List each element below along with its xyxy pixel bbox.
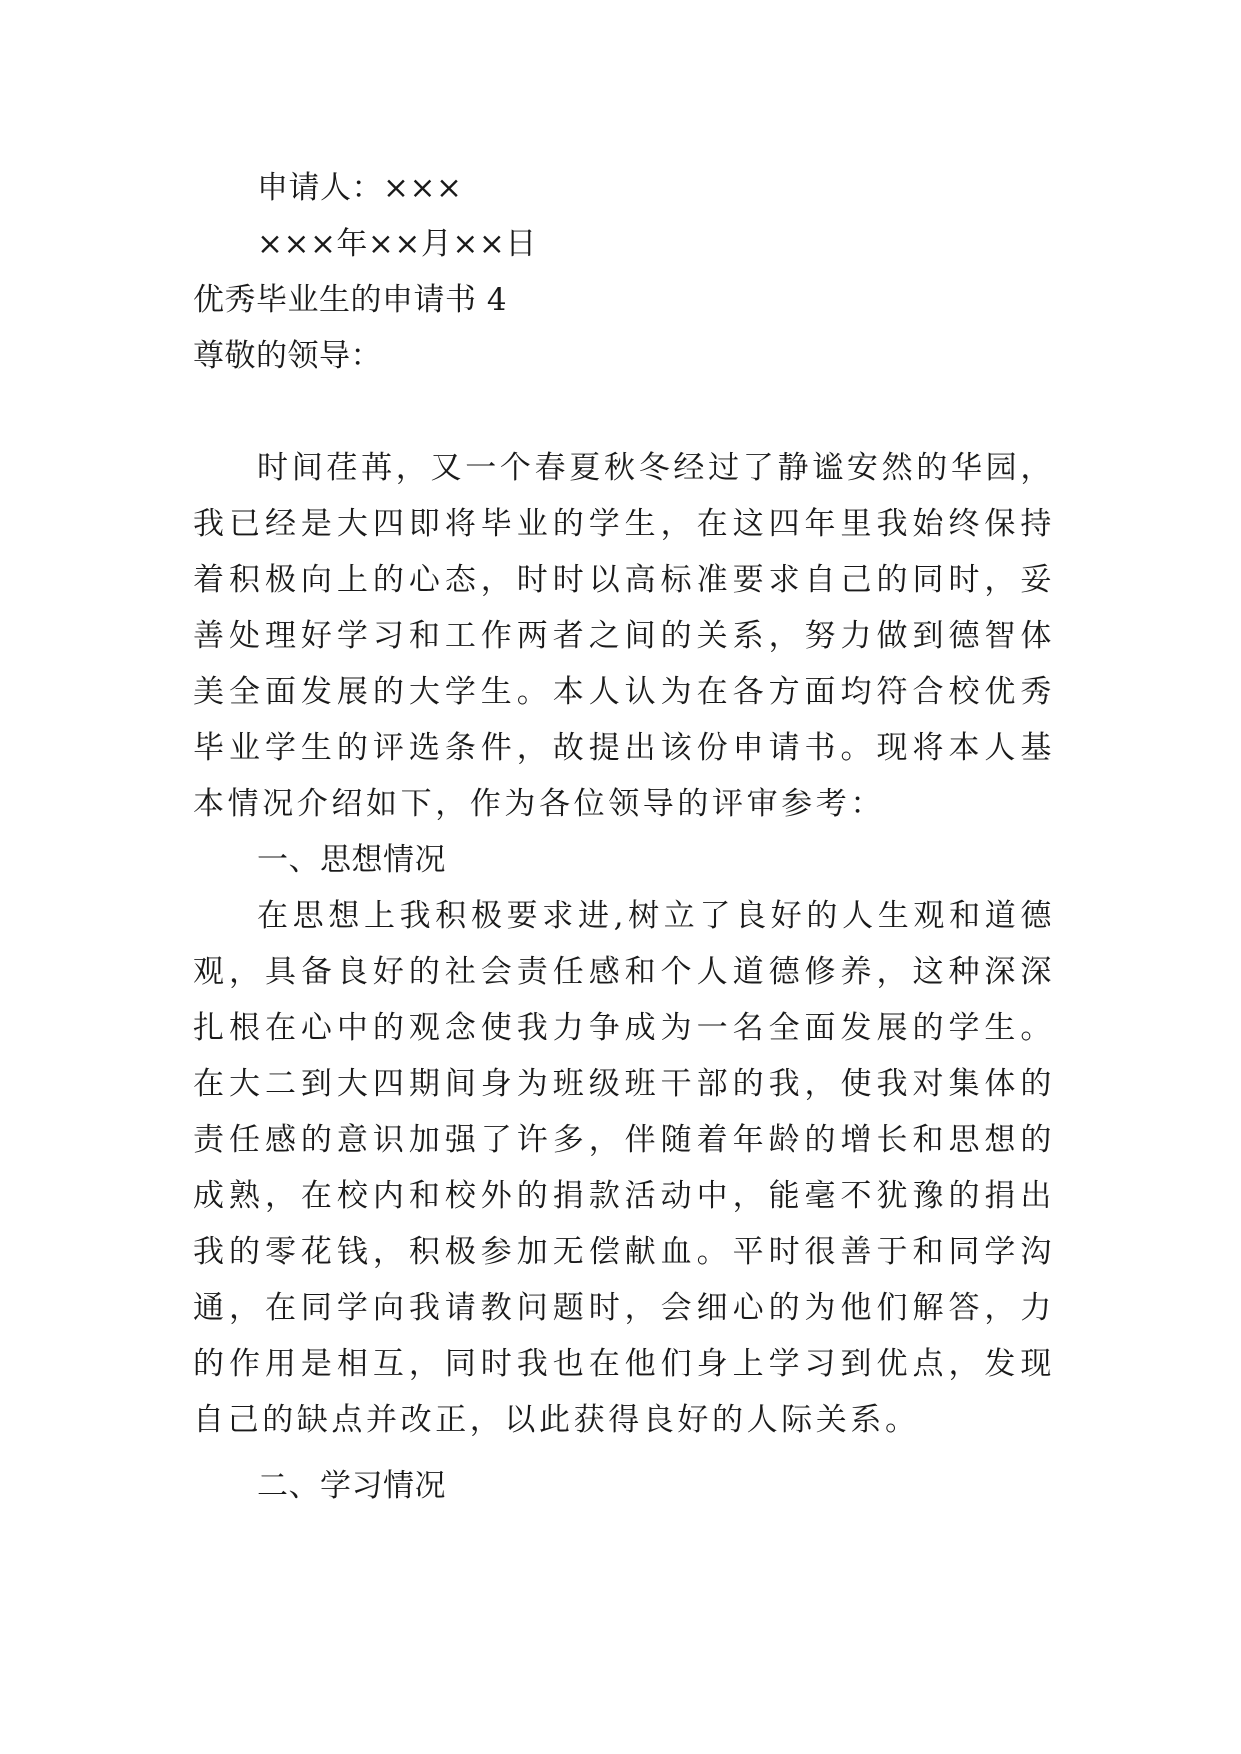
letter-title: 优秀毕业生的申请书 4 <box>193 282 508 318</box>
date-line: ×××年××月××日 <box>257 226 537 262</box>
section-heading-study: 二、学习情况 <box>257 1468 446 1504</box>
intro-paragraph: 时间荏苒，又一个春夏秋冬经过了静谧安然的华园，我已经是大四即将毕业的学生，在这四年里我始终保持着积极向上的心态，时时以高标准要求自己的同时，妥善处理好学习和工作两者之间的关系，努力做到德智体美全面发展的大学生。本人认为在各方面均符合校优秀毕业学生的评选条件，故提出该份申请书。现将本人基本情况介绍如下，作为各位领导的评审参考： <box>193 450 1055 822</box>
applicant-line: 申请人：××× <box>257 170 463 206</box>
section-heading-thought: 一、思想情况 <box>257 842 446 878</box>
blank-line <box>193 384 1055 440</box>
salutation: 尊敬的领导： <box>193 338 382 374</box>
thought-paragraph: 在思想上我积极要求进,树立了良好的人生观和道德观，具备良好的社会责任感和个人道德修养，这种深深扎根在心中的观念使我力争成为一名全面发展的学生。在大二到大四期间身为班级班干部的我，使我对集体的责任感的意识加强了许多，伴随着年龄的增长和思想的成熟，在校内和校外的捐款活动中，能毫不犹豫的捐出我的零花钱，积极参加无偿献血。平时很善于和同学沟通，在同学向我请教问题时，会细心的为他们解答，力的作用是相互，同时我也在他们身上学习到优点，发现自己的缺点并改正，以此获得良好的人际关系。 <box>193 898 1055 1438</box>
document-body <box>193 160 1055 1514</box>
